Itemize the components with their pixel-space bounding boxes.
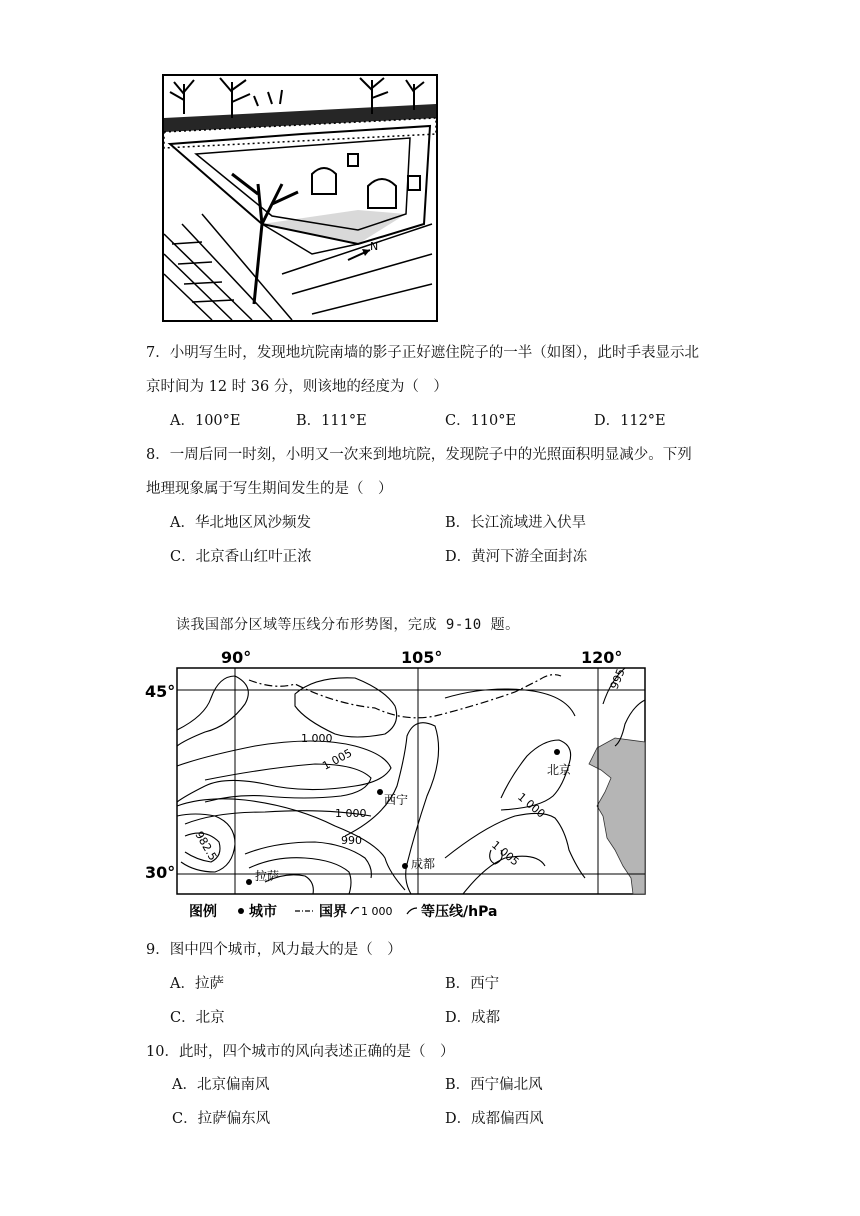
city-label-chengdu: 成都 bbox=[411, 857, 436, 871]
question-9-line-1: 9．图中四个城市，风力最大的是（ ） bbox=[146, 942, 402, 958]
lon-label-120: 120° bbox=[581, 648, 623, 667]
isobar-label-1000-north: 1 000 bbox=[301, 732, 333, 745]
q8-option-b[interactable]: B．长江流域进入伏旱 bbox=[445, 515, 587, 531]
lon-label-90: 90° bbox=[221, 648, 252, 667]
q9-option-b[interactable]: B．西宁 bbox=[445, 976, 500, 992]
q8-option-d[interactable]: D．黄河下游全面封冻 bbox=[445, 549, 588, 565]
isobar-label-1005-east: 1 005 bbox=[489, 838, 522, 869]
city-label-xining: 西宁 bbox=[384, 793, 409, 807]
q8-option-a[interactable]: A．华北地区风沙频发 bbox=[170, 515, 311, 531]
q9-option-d[interactable]: D．成都 bbox=[445, 1010, 501, 1026]
q10-option-b[interactable]: B．西宁偏北风 bbox=[445, 1077, 543, 1093]
isobar-label-1000-middle: 1 000 bbox=[335, 807, 367, 820]
legend-border-label: 国界 bbox=[319, 904, 347, 920]
q10-option-d[interactable]: D．成都偏西风 bbox=[445, 1111, 544, 1127]
q8-option-c[interactable]: C．北京香山红叶正浓 bbox=[170, 549, 312, 565]
isobar-label-982-5: 982.5 bbox=[192, 829, 220, 863]
q7-option-c[interactable]: C．110°E bbox=[445, 413, 517, 429]
map-intro-text: 读我国部分区域等压线分布形势图，完成 9-10 题。 bbox=[176, 617, 520, 633]
lon-label-105: 105° bbox=[401, 648, 443, 667]
isobar-label-1005-west: 1 005 bbox=[320, 746, 355, 773]
question-10-line-1: 10．此时，四个城市的风向表述正确的是（ ） bbox=[146, 1044, 455, 1060]
legend-title: 图例 bbox=[189, 904, 217, 920]
city-label-beijing: 北京 bbox=[547, 763, 572, 777]
isobar-label-1000-east: 1 000 bbox=[515, 790, 548, 821]
q10-option-c[interactable]: C．拉萨偏东风 bbox=[172, 1111, 271, 1127]
question-7-line-2: 京时间为 12 时 36 分，则该地的经度为（ ） bbox=[146, 379, 448, 395]
legend-city-label: 城市 bbox=[249, 904, 277, 920]
isobar-label-995: 995 bbox=[607, 666, 628, 692]
question-7-line-1: 7．小明写生时，发现地坑院南墙的影子正好遮住院子的一半（如图），此时手表显示北 bbox=[146, 345, 699, 361]
isobar-map-figure bbox=[145, 646, 660, 922]
legend-isobar-label: 等压线/hPa bbox=[421, 904, 498, 920]
courtyard-sketch-figure bbox=[162, 74, 438, 322]
lat-label-45: 45° bbox=[145, 682, 176, 701]
city-label-lhasa: 拉萨 bbox=[255, 869, 280, 883]
q9-option-c[interactable]: C．北京 bbox=[170, 1010, 225, 1026]
lat-label-30: 30° bbox=[145, 863, 176, 882]
legend-city-dot-icon bbox=[238, 908, 244, 914]
legend-isobar-value: 1 000 bbox=[361, 905, 393, 918]
north-label: N bbox=[370, 240, 379, 253]
q10-option-a[interactable]: A．北京偏南风 bbox=[172, 1077, 270, 1093]
q9-option-a[interactable]: A．拉萨 bbox=[170, 976, 224, 992]
q7-option-a[interactable]: A．100°E bbox=[170, 413, 241, 429]
q7-option-d[interactable]: D．112°E bbox=[594, 413, 666, 429]
isobar-label-990: 990 bbox=[341, 834, 362, 847]
question-8-line-2: 地理现象属于写生期间发生的是（ ） bbox=[146, 481, 393, 497]
question-8-line-1: 8．一周后同一时刻，小明又一次来到地坑院，发现院子中的光照面积明显减少。下列 bbox=[146, 447, 692, 463]
map-legend bbox=[189, 903, 497, 920]
q7-option-b[interactable]: B．111°E bbox=[296, 413, 367, 429]
